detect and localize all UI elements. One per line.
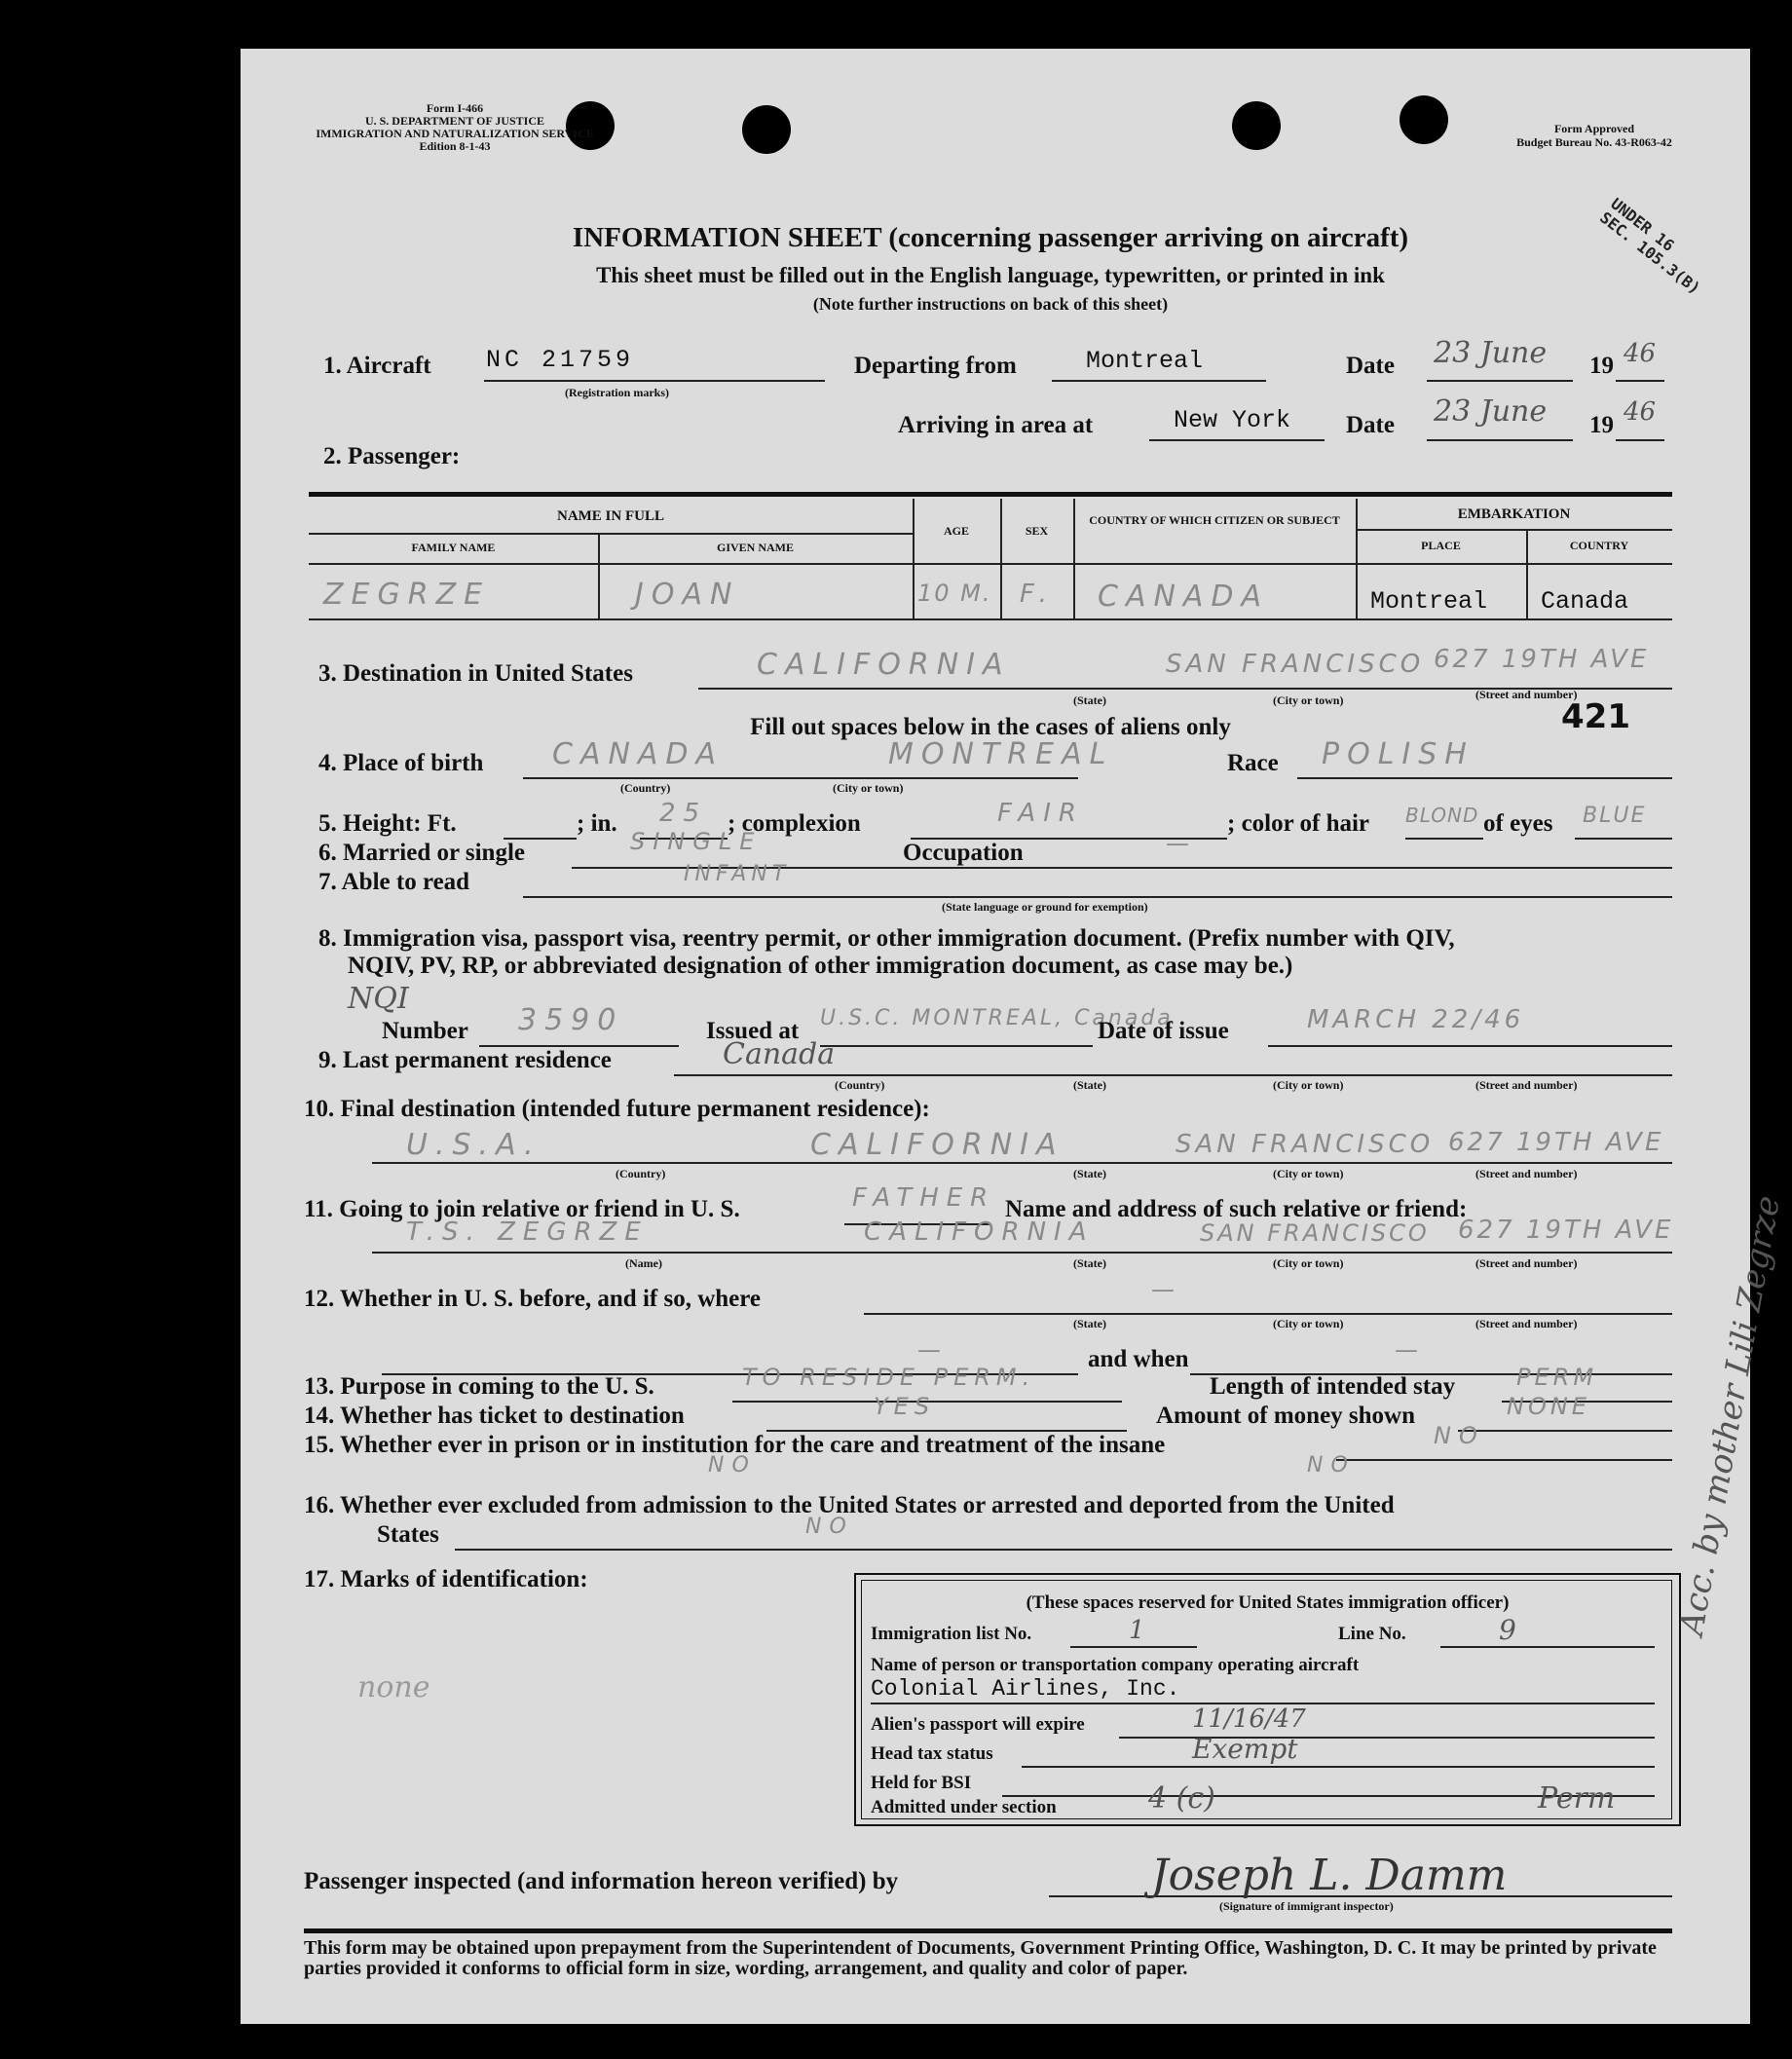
sex-value: F. bbox=[1020, 580, 1055, 609]
dep-date-value: 23 June bbox=[1434, 336, 1548, 370]
dep-date-label: Date bbox=[1346, 353, 1395, 379]
race-value: POLISH bbox=[1322, 737, 1475, 771]
prison-label: 15. Whether ever in prison or in institution for the care and treatment of the insane bbox=[304, 1432, 1166, 1458]
read-value: INFANT bbox=[684, 862, 791, 886]
arr-date-value: 23 June bbox=[1434, 394, 1548, 429]
passport-expire-label: Alien's passport will expire bbox=[871, 1714, 1085, 1735]
aircraft-value bbox=[486, 346, 634, 374]
arr-date-line bbox=[1427, 439, 1573, 441]
arriving-line bbox=[1149, 439, 1325, 441]
bsi-label: Held for BSI bbox=[871, 1773, 972, 1793]
aircraft-line bbox=[484, 380, 825, 382]
relative-city-caption: (City or town) bbox=[1273, 1256, 1344, 1270]
occupation-line bbox=[1049, 867, 1672, 869]
birth-country-caption: (Country) bbox=[620, 781, 671, 795]
length-stay-value: PERM bbox=[1516, 1364, 1598, 1391]
occupation-value: — bbox=[1166, 830, 1197, 857]
footer-text: This form may be obtained upon prepayment from the Superintendent of Documents, Government Printing Office, Washington, D. C. It may be printed by private parties provided it conforms to official form in size, wording, arrangement, and quality and color of paper. bbox=[304, 1937, 1657, 1979]
age-header: AGE bbox=[943, 524, 969, 538]
before-us-label: 12. Whether in U. S. before, and if so, where bbox=[304, 1286, 761, 1312]
issued-at-line bbox=[820, 1045, 1093, 1047]
name-in-full-header: NAME IN FULL bbox=[556, 508, 664, 524]
read-label: 7. Able to read bbox=[318, 869, 470, 895]
last-country-caption: (Country) bbox=[835, 1078, 885, 1092]
last-street-caption: (Street and number) bbox=[1475, 1078, 1578, 1092]
eyes-value: BLUE bbox=[1583, 804, 1647, 828]
arriving-value: New York bbox=[1174, 406, 1291, 434]
form-header-right bbox=[1438, 122, 1750, 149]
last-residence-value: Canada bbox=[723, 1037, 836, 1071]
hair-label: ; color of hair bbox=[1227, 810, 1370, 837]
final-dest-label: 10. Final destination (intended future permanent residence): bbox=[304, 1096, 930, 1122]
budget-bureau: Budget Bureau No. 43-R063-42 bbox=[1516, 135, 1672, 149]
arr-year-label: 19 bbox=[1589, 412, 1614, 438]
before-street-caption: (Street and number) bbox=[1475, 1317, 1578, 1330]
relative-street-caption: (Street and number) bbox=[1475, 1256, 1578, 1270]
money-label: Amount of money shown bbox=[1156, 1403, 1416, 1429]
embark-country-value: Canada bbox=[1541, 587, 1629, 616]
excluded-line bbox=[455, 1549, 1672, 1551]
ticket-value: YES bbox=[874, 1393, 936, 1420]
destination-label: 3. Destination in United States bbox=[318, 660, 633, 687]
before-city-caption: (City or town) bbox=[1273, 1317, 1344, 1330]
head-tax-line bbox=[1022, 1766, 1655, 1768]
destination-city: SAN FRANCISCO bbox=[1166, 650, 1425, 679]
embark-subheader-rule bbox=[1356, 529, 1672, 531]
final-country-caption: (Country) bbox=[616, 1167, 666, 1180]
service: IMMIGRATION AND NATURALIZATION SERVICE bbox=[316, 127, 594, 140]
final-city-caption: (City or town) bbox=[1273, 1167, 1344, 1180]
country-header: COUNTRY bbox=[1569, 539, 1629, 552]
dep-date-line bbox=[1427, 380, 1573, 382]
marks-label: 17. Marks of identification: bbox=[304, 1566, 588, 1592]
embarkation-header: EMBARKATION bbox=[1457, 506, 1571, 522]
form-header-left bbox=[309, 102, 601, 153]
issued-at-value: U.S.C. MONTREAL, Canada bbox=[820, 1006, 1174, 1030]
admitted-perm-value: Perm bbox=[1538, 1781, 1616, 1816]
going-join-value: FATHER bbox=[852, 1183, 996, 1213]
excluded-label-1: 16. Whether ever excluded from admission to the United States or arrested and deported from the United bbox=[304, 1492, 1395, 1518]
money-value: NONE bbox=[1507, 1393, 1590, 1420]
occupation-label: Occupation bbox=[903, 840, 1024, 866]
admitted-label: Admitted under section bbox=[871, 1797, 1057, 1817]
under-16-stamp: UNDER 16 SEC. 105.3(B) bbox=[1596, 194, 1704, 298]
and-when-label: and when bbox=[1088, 1346, 1189, 1372]
final-dest-line bbox=[372, 1162, 1672, 1164]
departing-label: Departing from bbox=[854, 353, 1017, 379]
final-country-value: U.S.A. bbox=[406, 1128, 541, 1162]
place-header: PLACE bbox=[1421, 539, 1461, 552]
prison-value-1: NO bbox=[1434, 1422, 1485, 1449]
form-sheet bbox=[241, 49, 1788, 2024]
relative-city-value: SAN FRANCISCO bbox=[1200, 1219, 1430, 1247]
list-no-label: Immigration list No. bbox=[871, 1624, 1032, 1644]
relative-name-value: T.S. ZEGRZE bbox=[406, 1217, 649, 1247]
dep-year-label: 19 bbox=[1589, 353, 1614, 379]
last-residence-line bbox=[674, 1074, 1672, 1076]
aliens-only-heading: Fill out spaces below in the cases of aliens only bbox=[750, 714, 1231, 740]
excluded-value: NO bbox=[805, 1515, 854, 1539]
footer-rule bbox=[304, 1928, 1672, 1933]
table-bottom-rule bbox=[309, 618, 1672, 620]
eyes-label: of eyes bbox=[1483, 810, 1553, 837]
birth-country-value: CANADA bbox=[552, 737, 725, 771]
registration-caption: (Registration marks) bbox=[565, 386, 669, 399]
line-no-label: Line No. bbox=[1338, 1624, 1406, 1644]
final-state-value: CALIFORNIA bbox=[810, 1128, 1064, 1162]
purpose-label: 13. Purpose in coming to the U. S. bbox=[304, 1373, 654, 1400]
dest-state-caption: (State) bbox=[1073, 693, 1106, 707]
married-line bbox=[572, 867, 1127, 869]
before-us-line bbox=[864, 1313, 1672, 1315]
date-issue-value: MARCH 22/46 bbox=[1307, 1005, 1525, 1034]
table-col-divider bbox=[913, 499, 915, 618]
height-label: 5. Height: Ft. bbox=[318, 810, 457, 837]
relative-line bbox=[372, 1252, 1672, 1254]
citizen-header: COUNTRY OF WHICH CITIZEN OR SUBJECT bbox=[1089, 513, 1340, 527]
eyes-line bbox=[1575, 838, 1672, 840]
citizen-value: CANADA bbox=[1098, 580, 1270, 614]
complexion-value: FAIR bbox=[997, 799, 1084, 828]
inspector-signature: Joseph L. Damm bbox=[1151, 1851, 1508, 1900]
visa-label-line1: 8. Immigration visa, passport visa, reentry permit, or other immigration document. (Prefix number with QIV, bbox=[318, 925, 1455, 952]
purpose-value: TO RESIDE PERM. bbox=[742, 1364, 1036, 1391]
last-state-caption: (State) bbox=[1073, 1078, 1106, 1092]
table-top-rule bbox=[309, 492, 1672, 497]
number-label: Number bbox=[382, 1018, 468, 1044]
destination-state: CALIFORNIA bbox=[757, 648, 1011, 682]
height-in-label: ; in. bbox=[577, 810, 617, 837]
dest-city-caption: (City or town) bbox=[1273, 693, 1344, 707]
arr-year-line bbox=[1616, 439, 1664, 441]
passenger-label: 2. Passenger: bbox=[323, 443, 461, 469]
family-name-header: FAMILY NAME bbox=[411, 541, 496, 554]
form-approved: Form Approved bbox=[1553, 122, 1635, 135]
edition: Edition 8-1-43 bbox=[419, 139, 491, 153]
final-state-caption: (State) bbox=[1073, 1167, 1106, 1180]
race-line bbox=[1297, 777, 1672, 779]
departing-line bbox=[1052, 380, 1266, 382]
destination-street: 627 19TH AVE bbox=[1434, 645, 1650, 674]
officer-box bbox=[854, 1573, 1681, 1826]
before-where-dash: — bbox=[917, 1336, 949, 1364]
final-city-value: SAN FRANCISCO bbox=[1176, 1130, 1435, 1159]
marks-value: none bbox=[357, 1670, 430, 1704]
language-caption: (State language or ground for exemption) bbox=[942, 900, 1148, 914]
relative-name-caption: (Name) bbox=[625, 1256, 662, 1270]
arr-date-label: Date bbox=[1346, 412, 1395, 438]
prison-value-2: NO bbox=[708, 1453, 757, 1478]
given-name-value: JOAN bbox=[635, 578, 740, 612]
dep-year-value: 46 bbox=[1624, 339, 1657, 368]
form-title: INFORMATION SHEET (concerning passenger arriving on aircraft) bbox=[572, 222, 1409, 253]
before-state-caption: (State) bbox=[1073, 1317, 1106, 1330]
relative-state-caption: (State) bbox=[1073, 1256, 1106, 1270]
before-us-value: — bbox=[1151, 1276, 1182, 1303]
punch-hole bbox=[742, 105, 791, 154]
reserved-heading: (These spaces reserved for United States immigration officer) bbox=[1026, 1592, 1510, 1613]
passport-expire-value: 11/16/47 bbox=[1192, 1704, 1306, 1734]
table-col-divider bbox=[1073, 499, 1075, 618]
form-note: (Note further instructions on back of this sheet) bbox=[812, 294, 1169, 314]
and-when-value: — bbox=[1395, 1336, 1426, 1364]
final-street-value: 627 19TH AVE bbox=[1448, 1128, 1664, 1157]
given-name-header: GIVEN NAME bbox=[716, 541, 794, 554]
operator-value: Colonial Airlines, Inc. bbox=[871, 1676, 1180, 1702]
margin-note: Acc. by mother Lili Zegrze bbox=[1672, 1192, 1788, 1638]
head-tax-label: Head tax status bbox=[871, 1743, 993, 1764]
birth-place-line bbox=[523, 777, 1078, 779]
aircraft-label: 1. Aircraft bbox=[323, 353, 431, 379]
table-header-rule bbox=[309, 563, 1672, 565]
name-subheader-rule bbox=[309, 533, 913, 535]
final-street-caption: (Street and number) bbox=[1475, 1167, 1578, 1180]
read-line bbox=[523, 896, 1672, 898]
last-residence-label: 9. Last permanent residence bbox=[318, 1047, 612, 1073]
excluded-label-2: States bbox=[377, 1521, 439, 1548]
line-no-line bbox=[1440, 1646, 1655, 1648]
form-instruction: This sheet must be filled out in the English language, typewritten, or printed in ink bbox=[596, 263, 1385, 287]
hair-line bbox=[1405, 838, 1483, 840]
hair-value: BLOND bbox=[1405, 804, 1479, 827]
table-col-divider bbox=[1000, 499, 1002, 618]
prison-line bbox=[1336, 1459, 1672, 1461]
name-address-label: Name and address of such relative or friend: bbox=[1005, 1196, 1468, 1222]
ticket-label: 14. Whether has ticket to destination bbox=[304, 1403, 685, 1429]
embark-place-value: Montreal bbox=[1370, 587, 1488, 616]
dep-year-line bbox=[1616, 380, 1664, 382]
birth-place-label: 4. Place of birth bbox=[318, 750, 484, 776]
date-issue-line bbox=[1268, 1045, 1672, 1047]
age-value: 10 M. bbox=[917, 580, 992, 607]
last-city-caption: (City or town) bbox=[1273, 1078, 1344, 1092]
signature-caption: (Signature of immigrant inspector) bbox=[1219, 1899, 1394, 1913]
visa-prefix-value: NQI bbox=[348, 982, 409, 1016]
height-in-value: 25 bbox=[659, 799, 708, 828]
list-stamp-number: 421 bbox=[1561, 697, 1630, 736]
length-stay-label: Length of intended stay bbox=[1210, 1373, 1456, 1400]
money-line bbox=[1458, 1430, 1672, 1432]
form-number: Form I-466 bbox=[426, 101, 484, 115]
visa-label-line2: NQIV, PV, RP, or abbreviated designation of other immigration document, as case may be.) bbox=[348, 953, 1293, 979]
punch-hole bbox=[1232, 101, 1281, 150]
admitted-section-value: 4 (c) bbox=[1148, 1781, 1215, 1816]
head-tax-value: Exempt bbox=[1192, 1733, 1298, 1765]
date-issue-label: Date of issue bbox=[1098, 1018, 1229, 1044]
race-label: Race bbox=[1227, 750, 1279, 776]
married-value: SINGLE bbox=[630, 828, 763, 855]
complexion-label: ; complexion bbox=[728, 810, 861, 837]
number-value: 3590 bbox=[518, 1003, 624, 1037]
line-no-value: 9 bbox=[1499, 1614, 1516, 1646]
prison-value-3: NO bbox=[1307, 1453, 1356, 1478]
aircraft-typed: NC 21759 bbox=[486, 346, 635, 374]
birth-city-value: MONTREAL bbox=[888, 737, 1114, 771]
arriving-label: Arriving in area at bbox=[898, 412, 1094, 438]
family-name-value: ZEGRZE bbox=[323, 578, 491, 612]
list-no-value: 1 bbox=[1129, 1616, 1145, 1645]
relative-street-value: 627 19TH AVE bbox=[1458, 1216, 1674, 1245]
dest-street-caption: (Street and number) bbox=[1475, 688, 1578, 701]
sex-header: SEX bbox=[1025, 524, 1049, 538]
inspected-label: Passenger inspected (and information hereon verified) by bbox=[304, 1868, 899, 1894]
department: U. S. DEPARTMENT OF JUSTICE bbox=[364, 114, 545, 128]
departing-value: Montreal bbox=[1086, 347, 1204, 375]
birth-city-caption: (City or town) bbox=[833, 781, 904, 795]
operator-label: Name of person or transportation company operating aircraft bbox=[871, 1655, 1360, 1675]
going-join-label: 11. Going to join relative or friend in U. S. bbox=[304, 1196, 740, 1222]
arr-year-value: 46 bbox=[1624, 397, 1657, 427]
issued-at-label: Issued at bbox=[706, 1018, 800, 1044]
relative-state-value: CALIFORNIA bbox=[864, 1217, 1095, 1247]
list-no-line bbox=[1070, 1646, 1197, 1648]
married-label: 6. Married or single bbox=[318, 840, 525, 866]
